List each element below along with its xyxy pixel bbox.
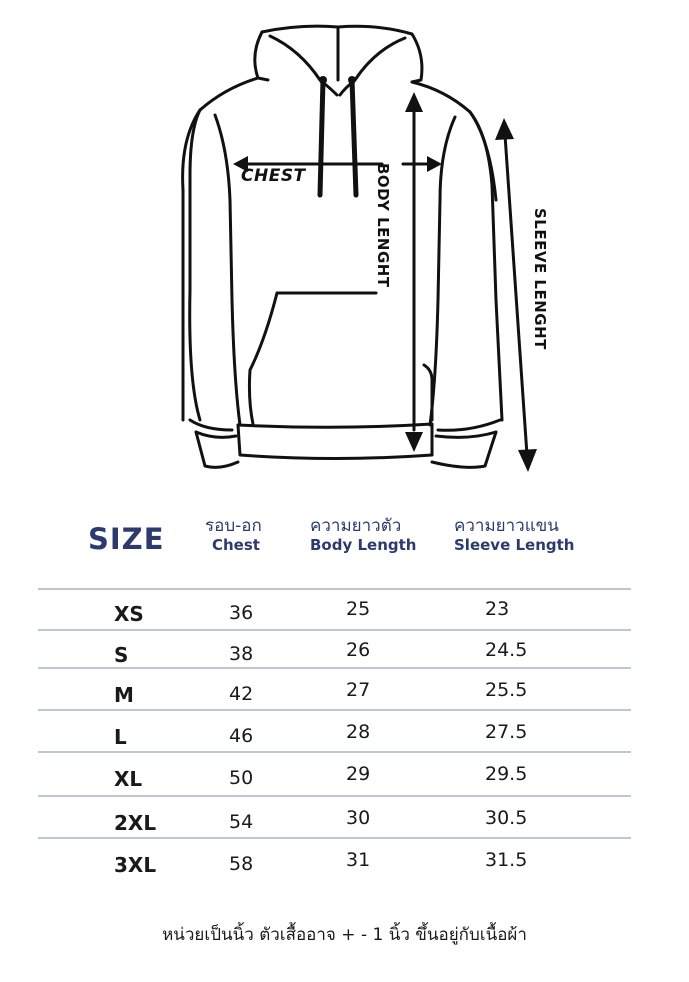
sleeve-length-label: SLEEVE LENGHT bbox=[531, 208, 549, 350]
size-title: SIZE bbox=[88, 522, 165, 556]
size-cell: 2XL bbox=[114, 811, 157, 835]
sleeve-length-cell: 24.5 bbox=[485, 639, 528, 661]
sleeve-length-cell: 25.5 bbox=[485, 679, 528, 701]
chest-cell: 50 bbox=[229, 767, 254, 789]
column-header-thai: รอบ-อก bbox=[205, 516, 262, 536]
body-length-cell: 27 bbox=[346, 679, 371, 701]
body-length-cell: 30 bbox=[346, 807, 371, 829]
column-header-english: Chest bbox=[212, 536, 260, 554]
body-length-cell: 26 bbox=[346, 639, 371, 661]
body-length-cell: 29 bbox=[346, 763, 371, 785]
hoodie-outline-icon bbox=[0, 0, 689, 490]
chest-cell: 58 bbox=[229, 853, 254, 875]
body-length-cell: 28 bbox=[346, 721, 371, 743]
column-header-thai: ความยาวแขน bbox=[454, 516, 559, 536]
footnote: หน่วยเป็นนิ้ว ตัวเสื้ออาจ + - 1 นิ้ว ขึ้นอยู่กับเนื้อผ้า bbox=[162, 925, 527, 945]
chest-cell: 38 bbox=[229, 643, 254, 665]
sleeve-length-cell: 23 bbox=[485, 598, 510, 620]
chest-cell: 54 bbox=[229, 811, 254, 833]
column-header-sleeve-length bbox=[454, 518, 574, 553]
size-cell: M bbox=[114, 683, 134, 707]
column-header-english: Sleeve Length bbox=[454, 536, 575, 554]
sleeve-length-cell: 30.5 bbox=[485, 807, 528, 829]
size-cell: XL bbox=[114, 767, 143, 791]
sleeve-length-cell: 27.5 bbox=[485, 721, 528, 743]
hoodie-illustration bbox=[0, 0, 689, 490]
size-cell: XS bbox=[114, 602, 144, 626]
table-row bbox=[38, 667, 631, 710]
column-header-body-length bbox=[310, 518, 416, 553]
body-length-cell: 25 bbox=[346, 598, 371, 620]
table-row bbox=[38, 709, 631, 752]
table-row bbox=[38, 837, 631, 879]
chest-cell: 46 bbox=[229, 725, 254, 747]
size-cell: L bbox=[114, 725, 127, 749]
sleeve-length-cell: 31.5 bbox=[485, 849, 528, 871]
table-row bbox=[38, 588, 631, 631]
size-cell: 3XL bbox=[114, 853, 157, 877]
chest-cell: 42 bbox=[229, 683, 254, 705]
column-header-thai: ความยาวตัว bbox=[310, 516, 402, 536]
body-length-cell: 31 bbox=[346, 849, 371, 871]
size-cell: S bbox=[114, 643, 129, 667]
table-row bbox=[38, 629, 631, 672]
column-header-chest bbox=[205, 518, 262, 553]
chest-cell: 36 bbox=[229, 602, 254, 624]
column-header-english: Body Length bbox=[310, 536, 417, 554]
chest-label: CHEST bbox=[241, 166, 306, 186]
table-row bbox=[38, 795, 631, 838]
table-row bbox=[38, 751, 631, 794]
body-length-label: BODY LENGHT bbox=[374, 163, 392, 288]
sleeve-length-cell: 29.5 bbox=[485, 763, 528, 785]
